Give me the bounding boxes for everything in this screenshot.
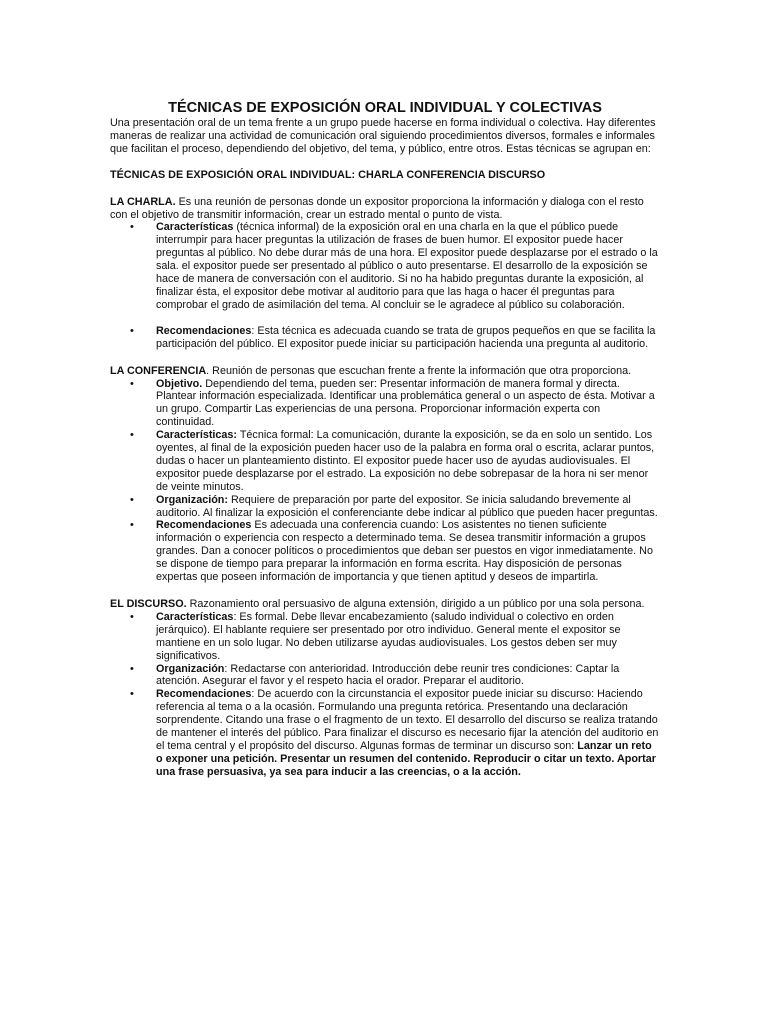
item-label: Recomendaciones bbox=[156, 519, 252, 532]
bullet-icon: • bbox=[130, 493, 134, 506]
item-text: Técnica formal: La comunicación, durante la exposición, se da en solo un sentido. Los oyentes, al final de la exposición pueden hacer uso de la palabra en forma oral o escrita, aclarar puntos, dudas o hacer un planteamiento distinto. El expositor puede hacer uso de ayudas audiovisuales. El expositor puede desplazarse por el estrado. La exposición no debe sobrepasar de la hora ni ser menor de veinte minutos. bbox=[156, 429, 655, 493]
intro-paragraph: Una presentación oral de un tema frente a un grupo puede hacerse en forma individual o colectiva. Hay diferentes maneras de realizar una actividad de comunicación oral siguiendo procedimientos diversos, formales e informales que facilitan el proceso, dependiendo del objetivo, del tema, y público, entre otros. Estas técnicas se agrupan en: bbox=[110, 117, 656, 155]
bullet-icon: • bbox=[130, 688, 134, 701]
bullet-icon: • bbox=[130, 662, 134, 675]
bullet-icon: • bbox=[130, 377, 134, 390]
section-conferencia bbox=[110, 365, 660, 584]
discurso-definition-text: Razonamiento oral persuasivo de alguna extensión, dirigido a un público por una sola persona. bbox=[186, 598, 645, 610]
item-text: : Esta técnica es adecuada cuando se trata de grupos pequeños en que se facilita la participación del público. El expositor puede iniciar su participación hacienda una pregunta al auditorio. bbox=[156, 324, 656, 350]
bullet-icon: • bbox=[130, 429, 134, 442]
conferencia-list bbox=[110, 378, 660, 585]
conferencia-definition-text: . Reunión de personas que escuchan frente a frente la información que otra proporciona. bbox=[206, 364, 632, 377]
bullet-icon: • bbox=[130, 324, 134, 337]
item-label: Características: bbox=[156, 429, 238, 442]
section-subheading: TÉCNICAS DE EXPOSICIÓN ORAL INDIVIDUAL: CHARLA CONFERENCIA DISCURSO bbox=[110, 168, 546, 181]
item-label: Organización: bbox=[156, 493, 228, 506]
list-item bbox=[110, 325, 660, 351]
conferencia-term: LA CONFERENCIA bbox=[110, 364, 207, 377]
bullet-icon: • bbox=[130, 519, 134, 532]
bullet-icon: • bbox=[130, 610, 134, 623]
charla-list bbox=[110, 221, 660, 350]
item-label: Características bbox=[156, 610, 234, 623]
list-item bbox=[110, 663, 660, 689]
item-label: Objetivo. bbox=[156, 377, 203, 390]
item-text: : Es formal. Debe llevar encabezamiento (saludo individual o colectivo en orden jerárquico). El hablante requiere ser presentado por otro individuo. General mente el expositor se mantiene en un solo lugar. No deben utilizarse ayudas audiovisuales. Los gestos deben ser muy significativos. bbox=[156, 610, 621, 662]
section-discurso bbox=[110, 598, 660, 779]
item-label: Características bbox=[156, 221, 234, 234]
item-text: Dependiendo del tema, pueden ser: Presentar información de manera formal y directa. Plantear información especializada. Identificar una problemática general o un aspecto de ésta. Motivar a un grupo. Compartir Las experiencias de una persona. Proporcionar información experta con continuidad. bbox=[156, 377, 655, 429]
charla-definition bbox=[110, 196, 660, 222]
conferencia-definition bbox=[110, 365, 660, 378]
list-item bbox=[110, 378, 660, 430]
item-text: Requiere de preparación por parte del expositor. Se inicia saludando brevemente al auditorio. Al finalizar la exposición el conferenciante debe indicar al público que pueden hacer preguntas. bbox=[156, 493, 658, 519]
item-text: : Redactarse con anterioridad. Introducción debe reunir tres condiciones: Captar la atención. Asegurar el favor y el respeto hacia el orador. Preparar el auditorio. bbox=[156, 662, 620, 688]
item-text: Es adecuada una conferencia cuando: Los asistentes no tienen suficiente información o experiencia con respecto a determinado tema. Se desea transmitir información a grupos grandes. Dan a conocer políticos o procedimientos que deban ser puestos en vigor inmediatamente. No se dispone de tiempo para preparar la información en forma escrita. Hay disposición de personas expertas que poseen información de importancia y que tienen aptitud y deseos de impartirla. bbox=[156, 519, 653, 584]
item-bold-tail: Lanzar un reto o exponer una petición. Presentar un resumen del contenido. Reproducir o citar un texto. Aportar una frase persuasiva, ya sea para inducir a las creencias, o a la acción. bbox=[156, 739, 656, 778]
item-text: : De acuerdo con la circunstancia el expositor puede iniciar su discurso: Haciendo referencia al tema o a la ocasión. Formulando una pregunta retórica. Presentando una declaración sorprendente. Citando una frase o el fragmento de un texto. El desarrollo del discurso se realiza tratando de mantener el interés del público. Para finalizar el discurso es necesario fijar la atención del auditorio en el tema central y el propósito del discurso. Algunas formas de terminar un discurso son: bbox=[156, 688, 659, 752]
charla-definition-text: Es una reunión de personas donde un expositor proporciona la información y dialoga con el resto con el objetivo de transmitir información, crear un estrado mental o punto de vista. bbox=[110, 195, 644, 221]
document-title: TÉCNICAS DE EXPOSICIÓN ORAL INDIVIDUAL Y COLECTIVAS bbox=[168, 100, 602, 116]
discurso-term: EL DISCURSO. bbox=[110, 598, 187, 610]
list-item bbox=[110, 519, 660, 584]
item-text: (técnica informal) de la exposición oral en una charla en la que el público puede interrumpir para hacer preguntas la utilización de frases de buen humor. El expositor puede hacer preguntas al público. No debe durar más de una hora. El expositor puede desplazarse por el estrado o la sala. el expositor puede ser presentado al público o auto presentarse. El desarrollo de la exposición se hace de manera de conversación con el auditorio. Si no ha habido preguntas durante la exposición, al finalizar ésta, el expositor debe motivar al auditorio para que las haga o hacer él preguntas para comprobar el grado de asimilación del tema. Al concluir se le agradece al público su colaboración. bbox=[156, 221, 658, 311]
bullet-icon: • bbox=[130, 221, 134, 234]
item-label: Organización bbox=[156, 662, 225, 675]
document-page bbox=[110, 100, 660, 779]
list-item bbox=[110, 611, 660, 663]
section-charla bbox=[110, 196, 660, 351]
charla-term: LA CHARLA. bbox=[110, 195, 176, 208]
item-label: Recomendaciones bbox=[156, 688, 252, 701]
discurso-list bbox=[110, 611, 660, 779]
list-item bbox=[110, 221, 660, 311]
list-item bbox=[110, 494, 660, 520]
list-item bbox=[110, 688, 660, 778]
discurso-definition bbox=[110, 598, 660, 611]
item-label: Recomendaciones bbox=[156, 324, 252, 337]
list-item bbox=[110, 429, 660, 494]
